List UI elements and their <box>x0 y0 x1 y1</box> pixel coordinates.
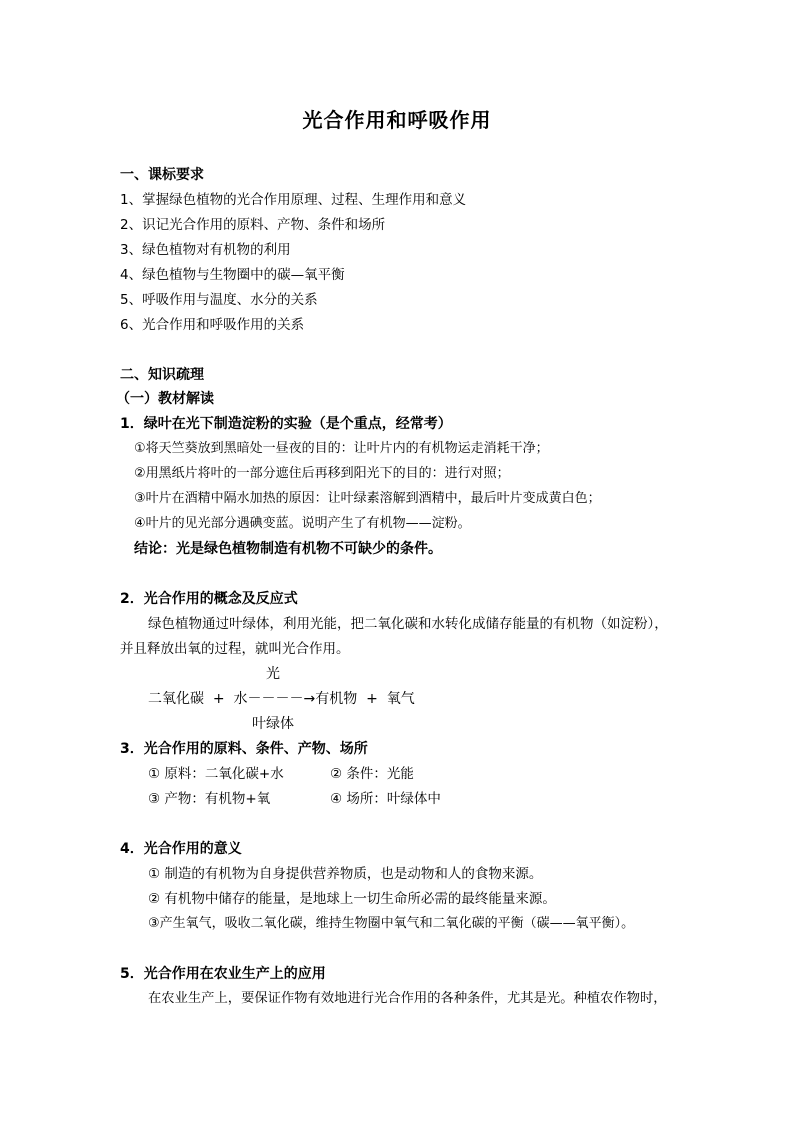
paragraph-line: 绿色植物通过叶绿体，利用光能，把二氧化碳和水转化成储存能量的有机物（如淀粉）， <box>148 616 668 632</box>
list-item: ④叶片的见光部分遇碘变蓝。说明产生了有机物——淀粉。 <box>134 516 471 531</box>
list-item: 6、光合作用和呼吸作用的关系 <box>120 317 305 333</box>
list-item: 4、绿色植物与生物圈中的碳—氧平衡 <box>120 267 345 283</box>
list-item: ①将天竺葵放到黑暗处一昼夜的目的：让叶片内的有机物运走消耗干净； <box>134 441 549 456</box>
list-item: ② 条件：光能 <box>330 766 414 782</box>
list-item: 2、识记光合作用的原料、产物、条件和场所 <box>120 217 386 233</box>
list-item: 3、绿色植物对有机物的利用 <box>120 242 291 258</box>
part-heading-elements: 3．光合作用的原料、条件、产物、场所 <box>120 741 368 757</box>
list-item: ② 有机物中储存的能量，是地球上一切生命所必需的最终能量来源。 <box>148 891 556 907</box>
list-item: ④ 场所：叶绿体中 <box>330 791 441 807</box>
list-item: ① 原料：二氧化碳+水 <box>148 766 284 782</box>
paragraph-line: 在农业生产上，要保证作物有效地进行光合作用的各种条件，尤其是光。种植农作物时， <box>148 991 667 1006</box>
paragraph-line: 并且释放出氧的过程，就叫光合作用。 <box>120 641 350 657</box>
list-item: ②用黑纸片将叶的一部分遮住后再移到阳光下的目的：进行对照； <box>134 466 510 481</box>
part-heading-concept: 2．光合作用的概念及反应式 <box>120 591 298 607</box>
section-heading-standards: 一、课标要求 <box>120 167 204 183</box>
list-item: ③产生氧气，吸收二氧化碳，维持生物圈中氧气和二氧化碳的平衡（碳——氧平衡）。 <box>148 916 635 931</box>
section-heading-knowledge: 二、知识疏理 <box>120 367 204 383</box>
conclusion-text: 结论：光是绿色植物制造有机物不可缺少的条件。 <box>134 541 442 557</box>
page-title: 光合作用和呼吸作用 <box>302 108 492 132</box>
part-heading-experiment: 1．绿叶在光下制造淀粉的实验（是个重点，经常考） <box>120 416 452 432</box>
list-item: ③叶片在酒精中隔水加热的原因：让叶绿素溶解到酒精中，最后叶片变成黄白色； <box>134 491 601 506</box>
part-heading-significance: 4．光合作用的意义 <box>120 841 242 857</box>
list-item: 1、掌握绿色植物的光合作用原理、过程、生理作用和意义 <box>120 192 467 208</box>
subsection-heading: （一）教材解读 <box>116 391 214 407</box>
equation-main: 二氧化碳 + 水－－－－→有机物 + 氧气 <box>148 691 415 707</box>
list-item: 5、呼吸作用与温度、水分的关系 <box>120 292 318 308</box>
list-item: ③ 产物：有机物+氧 <box>148 791 271 807</box>
list-item: ① 制造的有机物为自身提供营养物质，也是动物和人的食物来源。 <box>148 866 543 882</box>
equation-condition-light: 光 <box>266 666 280 682</box>
equation-condition-chloroplast: 叶绿体 <box>252 716 294 732</box>
part-heading-agriculture: 5．光合作用在农业生产上的应用 <box>120 966 326 982</box>
